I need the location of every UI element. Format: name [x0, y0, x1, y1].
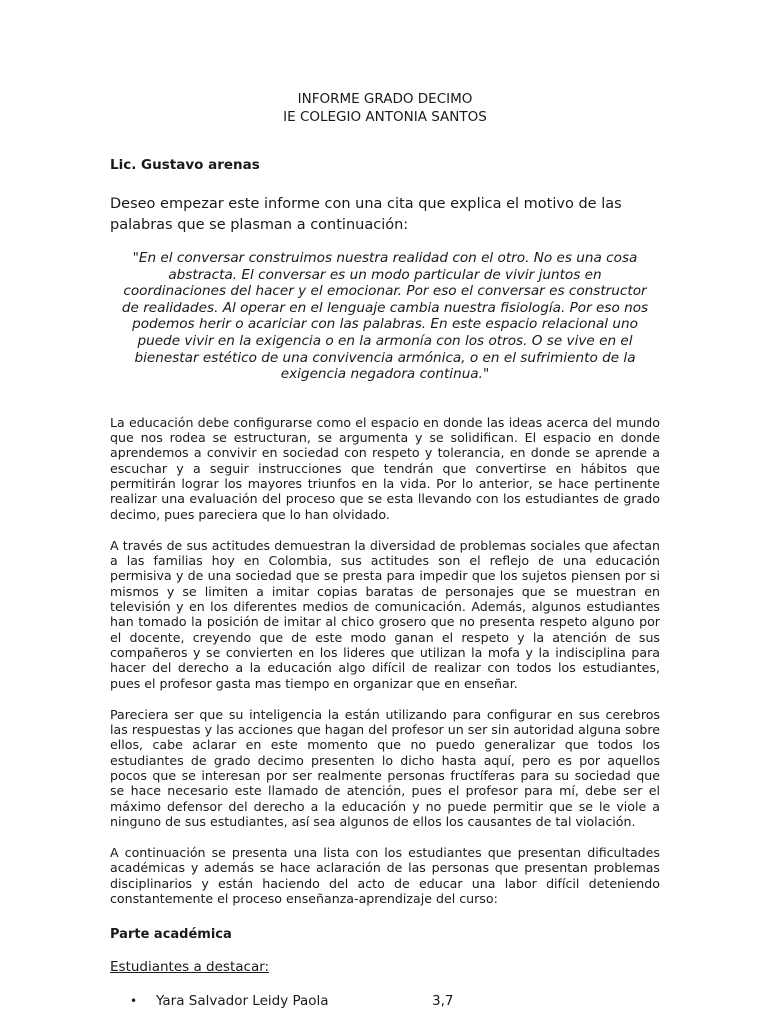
author-name: Lic. Gustavo arenas	[110, 157, 260, 173]
section-heading: Parte académica	[110, 927, 232, 943]
body-paragraph-1: La educación debe configurarse como el espacio en donde las ideas acerca del mundo que nos rodea se estructuran, se argumenta y se solidifican. El espacio en donde aprendemos a convivir en sociedad con respeto y tolerancia, en donde se aprende a escuchar y a seguir instrucciones que tendrán que convertirse en hábitos que permitirán lograr los mayores triunfos en la vida. Por lo anterior, se hace pertinente realizar una evaluación del proceso que se esta llevando con los estudiantes de grado decimo, pues pareciera que lo han olvidado.	[110, 414, 660, 522]
body-paragraph-2: A través de sus actitudes demuestran la diversidad de problemas sociales que afectan a las familias hoy en Colombia, sus actitudes son el reflejo de una educación permisiva y de una sociedad que se presta para impedir que los sujetos piensen por si mismos y se limiten a imitar copias baratas de personajes que se muestran en televisión y en los diferentes medios de comunicación. Además, algunos estudiantes han tomado la posición de imitar al chico grosero que no presenta respeto alguno por el docente, creyendo que de este modo ganan el respeto y la atención de sus compañeros y se convierten en los lideres que utilizan la mofa y la indisciplina para hacer del derecho a la educación algo difícil de realizar con todos los estudiantes, pues el profesor gasta mas tiempo en organizar que en enseñar.	[110, 537, 660, 691]
quote-open-mark: "	[132, 250, 139, 266]
intro-paragraph: Deseo empezar este informe con una cita que explica el motivo de las palabras que se plasman a continuación:	[110, 196, 622, 233]
bullet-icon: •	[130, 994, 138, 1009]
quote-close-mark: "	[482, 366, 490, 383]
body-paragraph-3: Pareciera ser que su inteligencia la están utilizando para configurar en sus cerebros las respuestas y las acciones que hagan del profesor un ser sin autoridad alguna sobre ellos, cabe aclarar en este momento que no puedo generalizar que todos los estudiantes de grado decimo presenten lo dicho hasta aquí, pero es por aquellos pocos que se interesan por ser realmente personas fructíferas para su sociedad que se hace necesario este llamado de atención, pues el profesor para mí, debe ser el máximo defensor del derecho a la educación y no puede permitir que se le viole a ninguno de sus estudiantes, así sea algunos de ellos los causantes de tal violación.	[110, 706, 660, 829]
document-title-line-2: IE COLEGIO ANTONIA SANTOS	[283, 109, 487, 125]
sub-heading: Estudiantes a destacar:	[110, 959, 270, 976]
student-list	[110, 992, 660, 1010]
student-score: 3,7	[432, 993, 454, 1010]
body-paragraph-4: A continuación se presenta una lista con los estudiantes que presentan dificultades académicas y además se hace aclaración de las personas que presentan problemas disciplinarios y están haciendo del acto de educar una labor difícil deteniendo constantemente el proceso enseñanza-aprendizaje del curso:	[110, 845, 660, 907]
list-item	[110, 992, 660, 1010]
quote-block	[116, 250, 654, 383]
student-name: Yara Salvador Leidy Paola	[156, 993, 329, 1010]
document-title-line-1: INFORME GRADO DECIMO	[297, 91, 473, 107]
quote-text: En el conversar construimos nuestra realidad con el otro. No es una cosa abstracta. El conversar es un modo particular de vivir juntos en coordinaciones del hacer y el emocionar. Por eso el conversar es constructor de realidades. Al operar en el lenguaje cambia nuestra fisiología. Por eso nos podemos herir o acariciar con las palabras. En este espacio relacional uno puede vivir en la exigencia o en la armonía con los otros. O se vive en el bienestar estético de una convivencia armónica, o en el sufrimiento de la exigencia negadora continua.	[121, 250, 649, 383]
document-page	[110, 90, 660, 1010]
